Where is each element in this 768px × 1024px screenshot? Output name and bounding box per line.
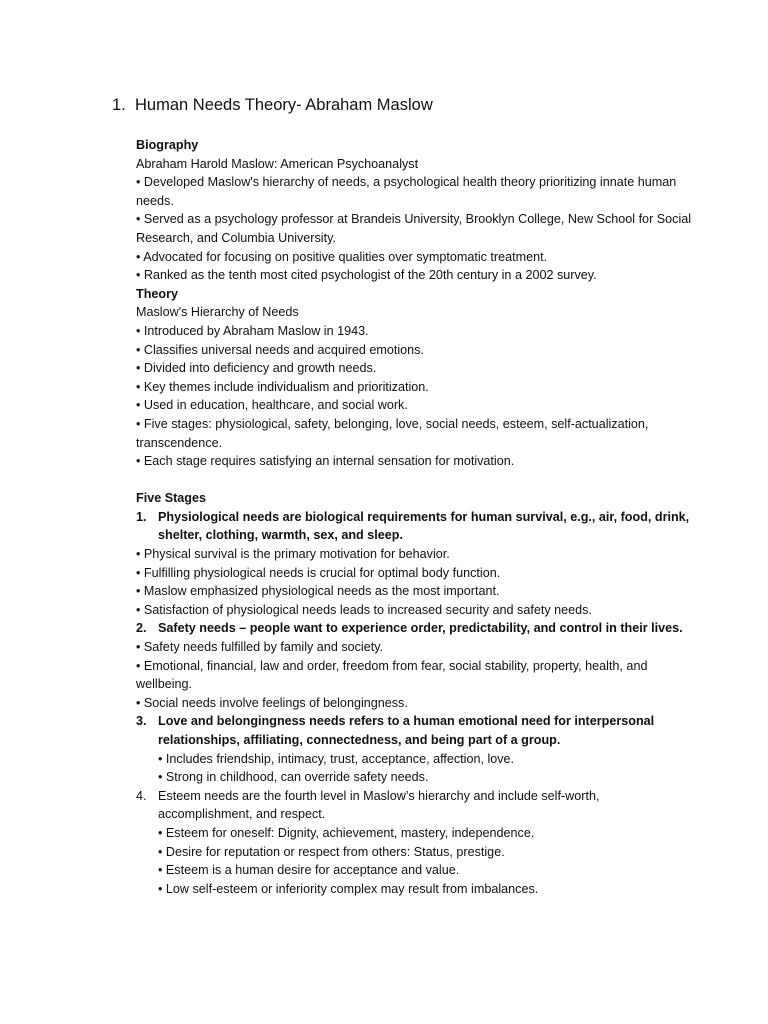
stage-2-text: Safety needs – people want to experience order, predictability, and control in their lives. (158, 621, 683, 636)
stage-1-bullet: • Maslow emphasized physiological needs as the most important. (136, 584, 500, 599)
theory-bullet: • Introduced by Abraham Maslow in 1943. (136, 323, 369, 338)
theory-bullet: • Key themes include individualism and prioritization. (136, 379, 429, 394)
theory-bullet: • Each stage requires satisfying an internal sensation for motivation. (136, 454, 515, 469)
biography-heading: Biography (136, 138, 199, 152)
stage-4-bullet: • Esteem for oneself: Dignity, achievement, mastery, independence. (158, 825, 535, 840)
stage-4-number: 4. (136, 788, 147, 803)
theory-bullet: • Five stages: physiological, safety, belonging, love, social needs, esteem, self-actualization, transcendence. (136, 416, 649, 450)
biography-bullet: • Advocated for focusing on positive qualities over symptomatic treatment. (136, 249, 548, 264)
theory-bullet: • Divided into deficiency and growth needs. (136, 361, 377, 376)
stage-2-item (136, 619, 696, 638)
stage-3-bullet: • Strong in childhood, can override safety needs. (158, 770, 429, 785)
theory-bullet: • Used in education, healthcare, and social work. (136, 398, 408, 413)
biography-subtitle: Abraham Harold Maslow: American Psychoanalyst (136, 156, 419, 171)
stage-3-number: 3. (136, 714, 147, 729)
stage-3-item (136, 712, 696, 749)
stage-2-bullet: • Emotional, financial, law and order, freedom from fear, social stability, property, health, and wellbeing. (136, 658, 648, 692)
stage-1-text: Physiological needs are biological requirements for human survival, e.g., air, food, drink, shelter, clothing, warmth, sex, and sleep. (158, 509, 690, 543)
stage-1-bullet: • Fulfilling physiological needs is crucial for optimal body function. (136, 565, 501, 580)
biography-bullet: • Developed Maslow's hierarchy of needs, a psychological health theory prioritizing innate human needs. (136, 175, 677, 208)
stage-3-bullet: • Includes friendship, intimacy, trust, acceptance, affection, love. (158, 751, 515, 766)
theory-bullet: • Classifies universal needs and acquired emotions. (136, 342, 424, 357)
theory-heading: Theory (136, 286, 178, 301)
stage-1-bullet: • Physical survival is the primary motivation for behavior. (136, 547, 450, 562)
theory-subtitle: Maslow's Hierarchy of Needs (136, 305, 299, 320)
stage-2-bullet: • Safety needs fulfilled by family and society. (136, 640, 384, 655)
stage-4-item (136, 787, 696, 824)
document-title (112, 95, 433, 115)
five-stages-heading: Five Stages (136, 491, 206, 506)
title-number: 1. (112, 96, 126, 114)
document-body (136, 136, 696, 898)
stage-3-text: Love and belongingness needs refers to a human emotional need for interpersonal relationships, affiliating, connectedness, and being part of a group. (158, 714, 655, 747)
biography-bullet: • Ranked as the tenth most cited psychologist of the 20th century in a 2002 survey. (136, 268, 597, 283)
stage-4-bullet: • Desire for reputation or respect from others: Status, prestige. (158, 844, 505, 859)
stage-4-bullet: • Esteem is a human desire for acceptance and value. (158, 863, 460, 878)
stage-1-item (136, 508, 696, 545)
stage-1-bullet: • Satisfaction of physiological needs leads to increased security and safety needs. (136, 602, 592, 617)
stage-2-number: 2. (136, 621, 147, 636)
stage-1-number: 1. (136, 509, 147, 524)
stage-4-bullet: • Low self-esteem or inferiority complex may result from imbalances. (158, 881, 539, 896)
biography-bullet: • Served as a psychology professor at Brandeis University, Brooklyn College, New School for Social Research, and Columbia University. (136, 212, 692, 245)
section-spacer (136, 471, 696, 490)
stage-2-bullet: • Social needs involve feelings of belongingness. (136, 695, 408, 710)
stage-4-text: Esteem needs are the fourth level in Maslow’s hierarchy and include self-worth, accomplishment, and respect. (158, 788, 600, 822)
title-text: Human Needs Theory- Abraham Maslow (135, 96, 433, 114)
